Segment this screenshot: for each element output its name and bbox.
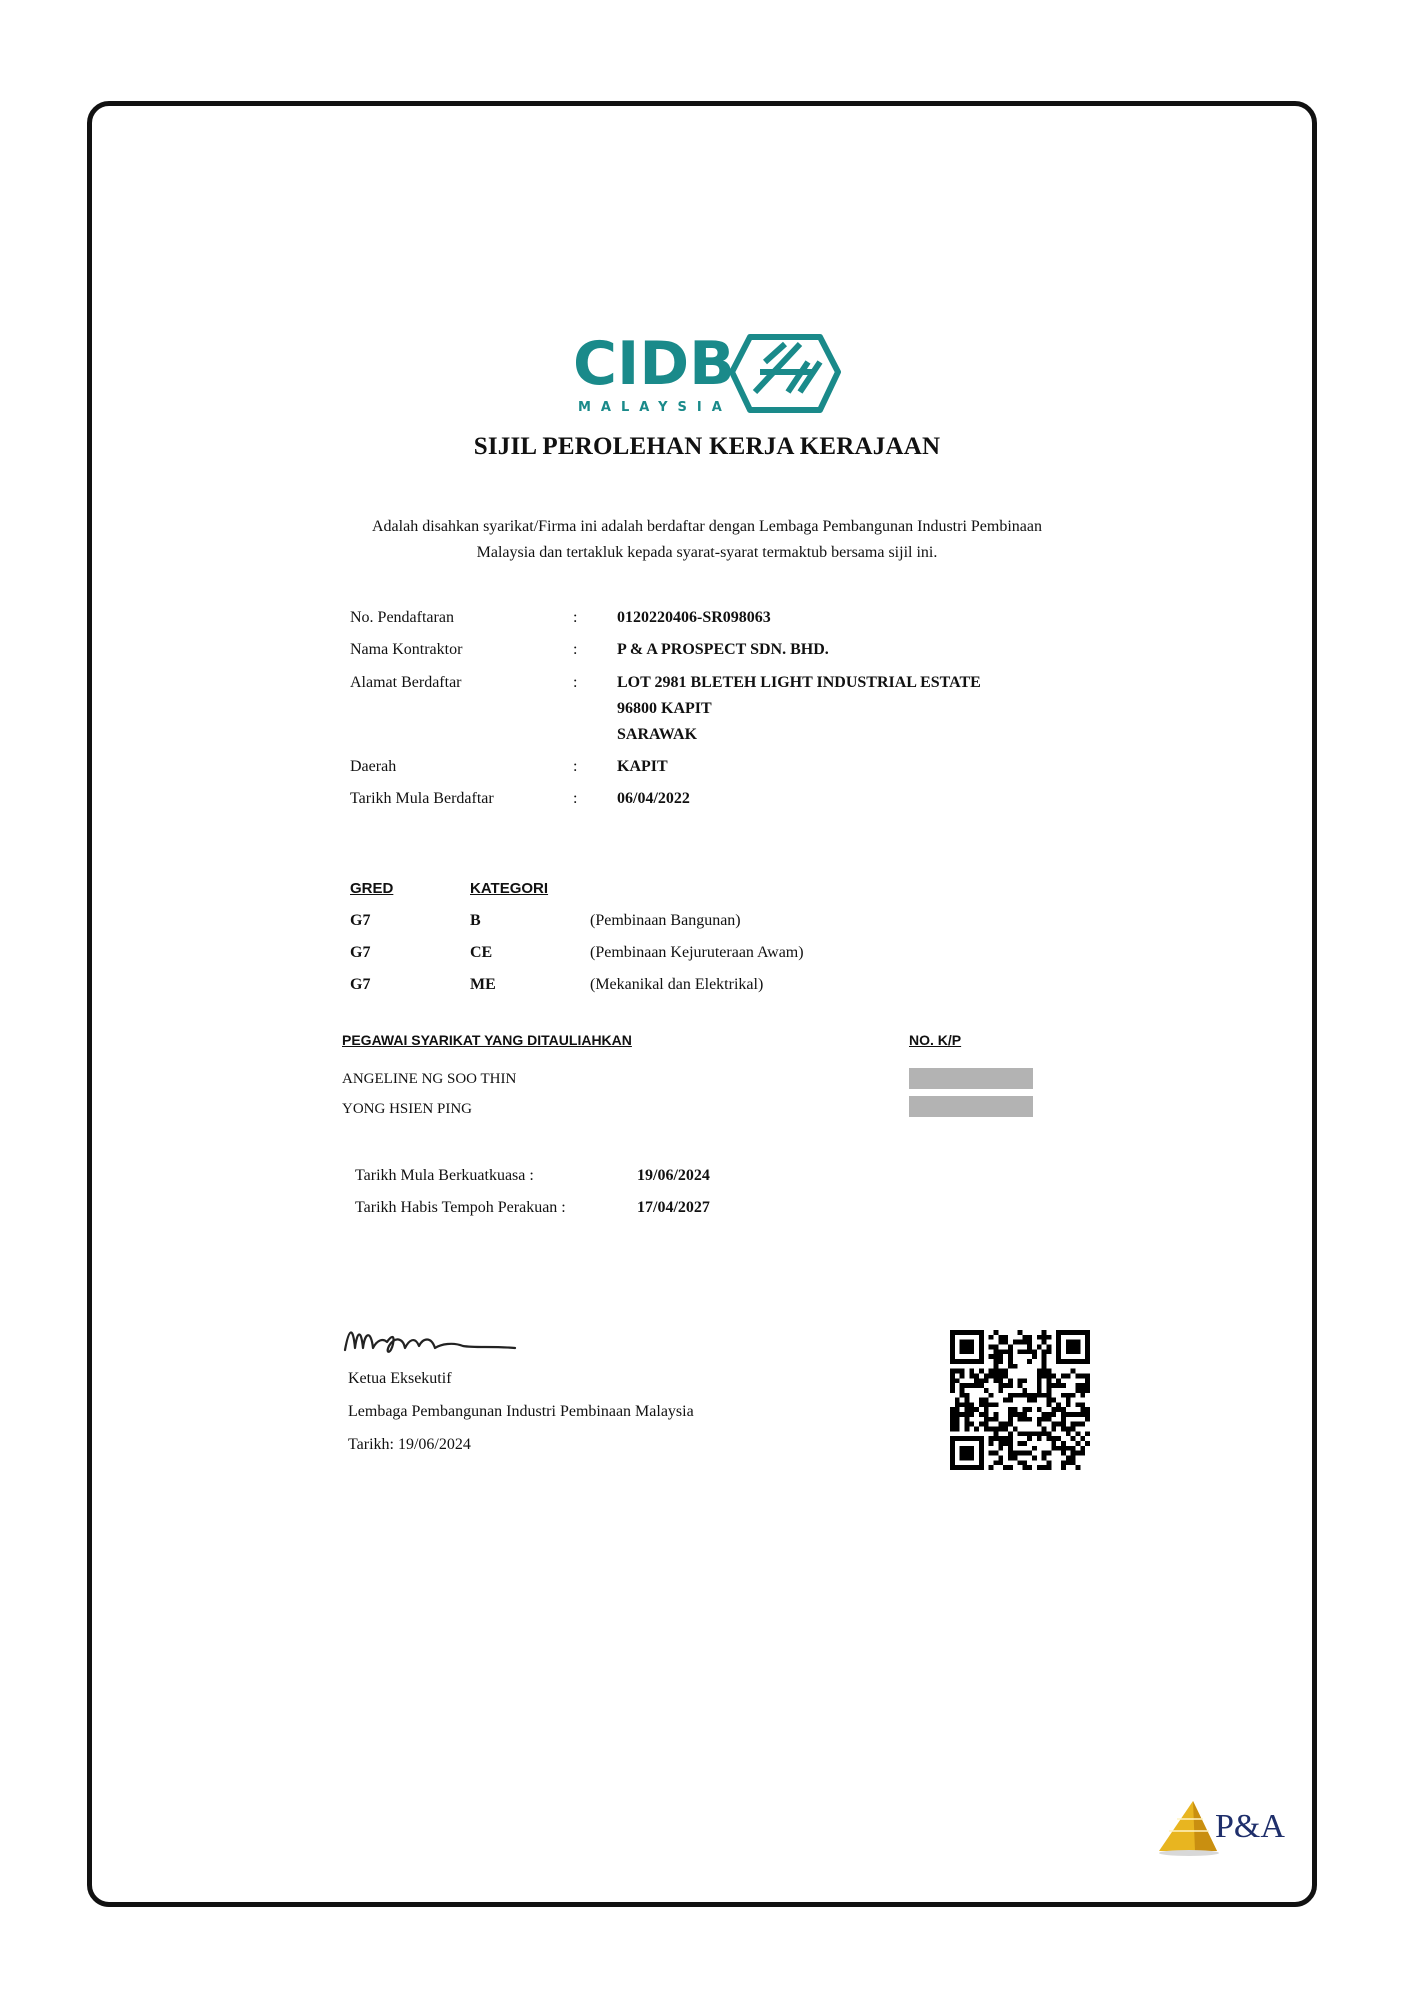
- qr-code: [950, 1330, 1090, 1470]
- svg-text:MALAYSIA: MALAYSIA: [578, 400, 732, 415]
- validity-start-value: 19/06/2024: [637, 1167, 710, 1184]
- validity-start-label: Tarikh Mula Berkuatkuasa :: [355, 1167, 534, 1184]
- category-cell: B: [470, 912, 481, 929]
- category-description: (Mekanikal dan Elektrikal): [590, 976, 764, 993]
- address-label: Alamat Berdaftar: [350, 674, 462, 691]
- signature-date: Tarikh: 19/06/2024: [348, 1436, 471, 1453]
- validity-expiry-value: 17/04/2027: [637, 1199, 710, 1216]
- colon: :: [573, 641, 578, 658]
- category-description: (Pembinaan Kejuruteraan Awam): [590, 944, 804, 961]
- id-no-header: NO. K/P: [909, 1032, 962, 1048]
- officer-name: ANGELINE NG SOO THIN: [342, 1071, 517, 1087]
- grade-cell: G7: [350, 944, 371, 961]
- category-cell: ME: [470, 976, 496, 993]
- officers-header: PEGAWAI SYARIKAT YANG DITAULIAHKAN: [342, 1032, 632, 1048]
- redacted-id: [909, 1096, 1033, 1117]
- district-label: Daerah: [350, 758, 397, 775]
- colon: :: [573, 674, 578, 691]
- signature-image: [343, 1318, 518, 1358]
- colon: :: [573, 790, 578, 807]
- signatory-organization: Lembaga Pembangunan Industri Pembinaan Malaysia: [348, 1403, 694, 1420]
- contractor-name-value: P & A PROSPECT SDN. BHD.: [617, 641, 829, 658]
- category-description: (Pembinaan Bangunan): [590, 912, 741, 929]
- grade-header: GRED: [350, 880, 394, 897]
- redacted-id: [909, 1068, 1033, 1089]
- registration-no-value: 0120220406-SR098063: [617, 609, 771, 626]
- validity-expiry-label: Tarikh Habis Tempoh Perakuan :: [355, 1199, 566, 1216]
- intro-line-2: Malaysia dan tertakluk kepada syarat-syarat termaktub bersama sijil ini.: [476, 544, 938, 561]
- registered-date-value: 06/04/2022: [617, 790, 690, 807]
- address-line-3: SARAWAK: [617, 726, 698, 743]
- intro-line-1: Adalah disahkan syarikat/Firma ini adalah berdaftar dengan Lembaga Pembangunan Industri Pembinaan: [371, 518, 1042, 535]
- signatory-title: Ketua Eksekutif: [348, 1370, 452, 1387]
- category-header: KATEGORI: [470, 880, 549, 897]
- svg-text:CIDB: CIDB: [573, 329, 735, 399]
- registration-no-label: No. Pendaftaran: [350, 609, 454, 626]
- grade-cell: G7: [350, 912, 371, 929]
- contractor-name-label: Nama Kontraktor: [350, 641, 463, 658]
- colon: :: [573, 758, 578, 775]
- svg-text:P&A: P&A: [1215, 1808, 1285, 1845]
- registered-date-label: Tarikh Mula Berdaftar: [350, 790, 494, 807]
- district-value: KAPIT: [617, 758, 668, 775]
- pa-logo: [1155, 1795, 1285, 1857]
- colon: :: [573, 609, 578, 626]
- address-line-2: 96800 KAPIT: [617, 700, 712, 717]
- certificate-title: SIJIL PEROLEHAN KERJA KERAJAAN: [473, 433, 941, 460]
- category-cell: CE: [470, 944, 493, 961]
- officer-name: YONG HSIEN PING: [342, 1101, 472, 1117]
- cidb-logo: [570, 329, 840, 417]
- address-line-1: LOT 2981 BLETEH LIGHT INDUSTRIAL ESTATE: [617, 674, 981, 691]
- grade-cell: G7: [350, 976, 371, 993]
